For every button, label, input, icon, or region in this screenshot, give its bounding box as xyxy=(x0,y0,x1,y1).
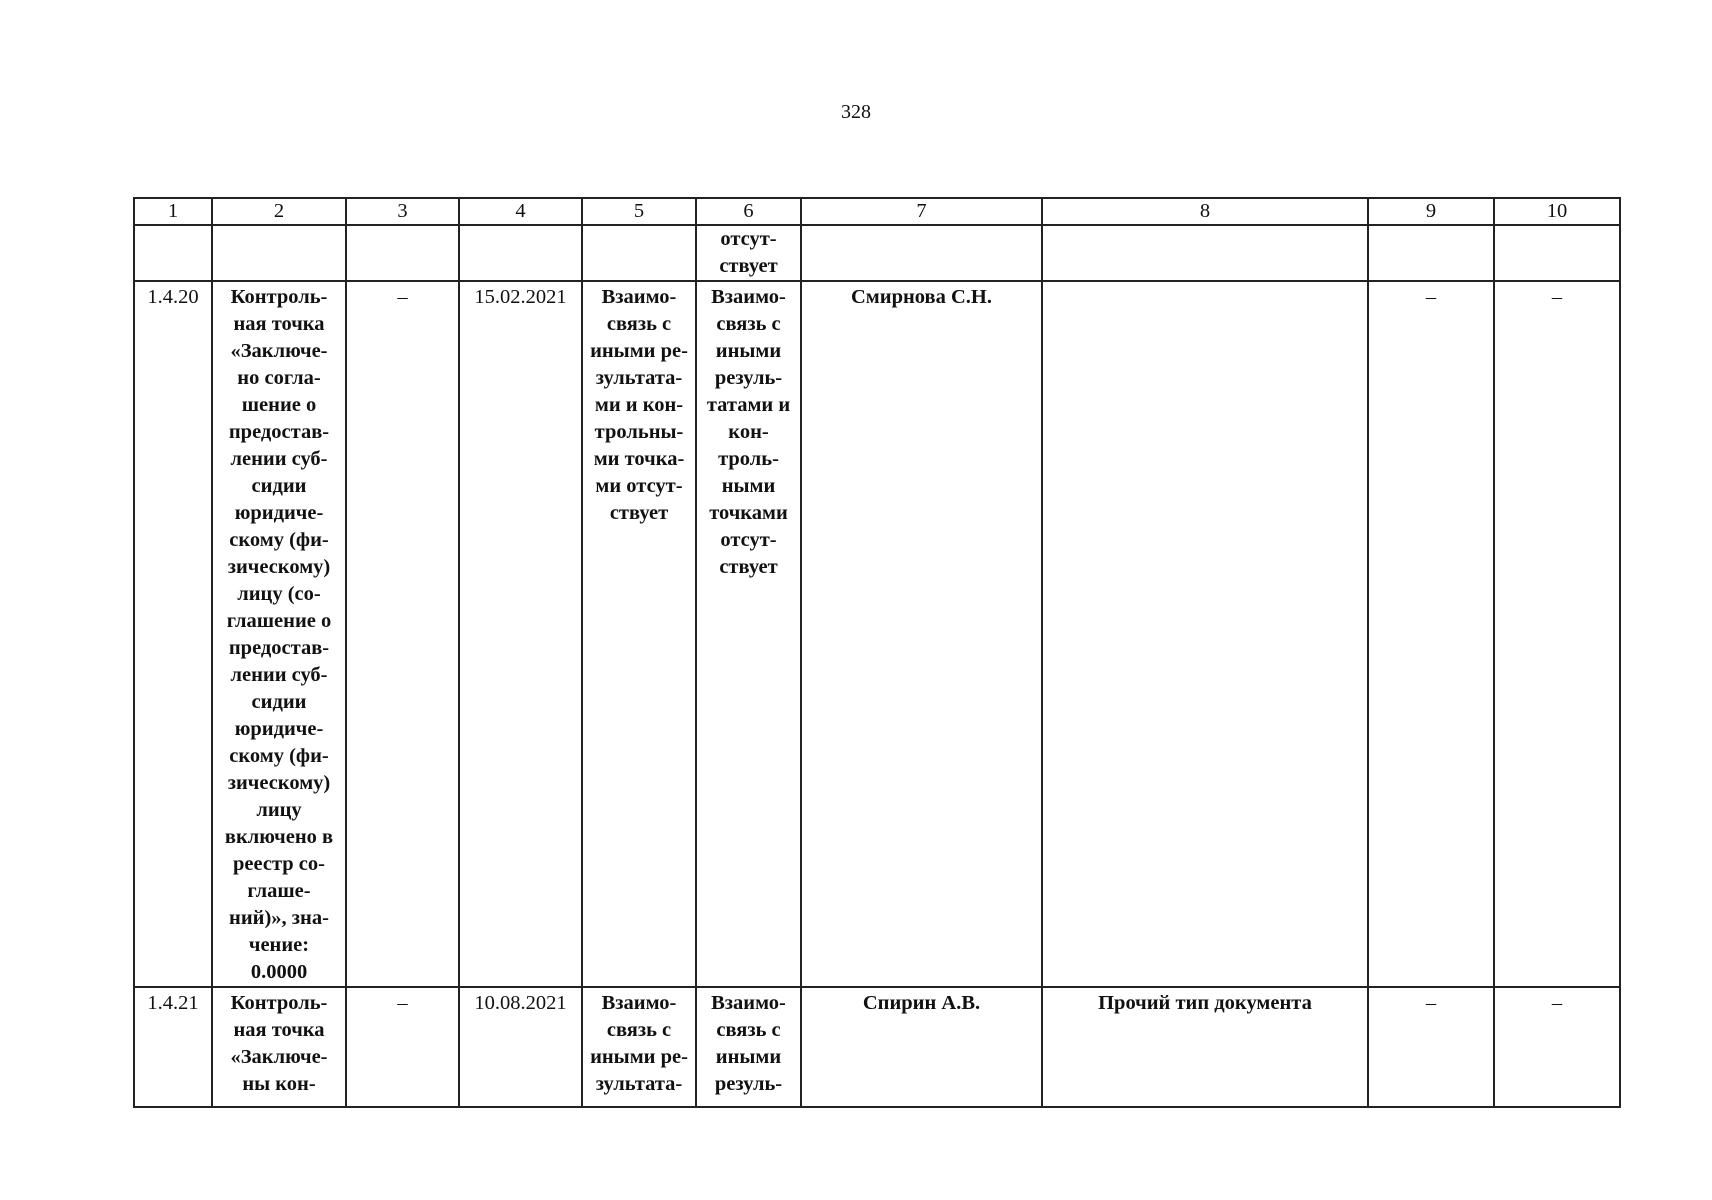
column-number: 8 xyxy=(1042,198,1368,225)
text-line: предостав- xyxy=(228,637,330,659)
column-number-row xyxy=(134,198,1620,225)
column-number: 3 xyxy=(346,198,459,225)
text-line: сидии xyxy=(251,691,307,713)
text-line: резуль- xyxy=(714,367,783,389)
date-cell: 10.08.2021 xyxy=(459,987,582,1107)
date-cell: 15.02.2021 xyxy=(459,281,582,987)
text-line: ми и кон- xyxy=(594,394,684,416)
text-line: ствует xyxy=(719,255,778,277)
column-number: 1 xyxy=(134,198,212,225)
text-line: 0.0000 xyxy=(250,961,308,983)
text-line: Взаимо- xyxy=(601,992,677,1014)
cell xyxy=(1042,225,1368,281)
table-row xyxy=(134,281,1620,987)
column-3-value: – xyxy=(346,987,459,1107)
text-line: ная точка xyxy=(233,1019,325,1041)
text-line: Контроль- xyxy=(230,286,328,308)
text-line: но согла- xyxy=(237,367,321,389)
text-line: точками xyxy=(709,502,788,524)
text-line: сидии xyxy=(251,475,307,497)
text-line: троль- xyxy=(718,448,779,470)
document-type: Прочий тип документа xyxy=(1042,987,1368,1107)
text-line: глашение о xyxy=(226,610,332,632)
page-number: 328 xyxy=(841,101,871,123)
column-number: 7 xyxy=(801,198,1042,225)
control-point-name xyxy=(212,281,346,987)
text-line: ны кон- xyxy=(242,1073,316,1095)
relationship-cell xyxy=(696,225,801,281)
column-10-value: – xyxy=(1494,281,1620,987)
text-line: ствует xyxy=(609,502,669,524)
text-line: трольны- xyxy=(594,421,684,443)
column-number: 6 xyxy=(696,198,801,225)
cell xyxy=(346,225,459,281)
control-point-name xyxy=(212,987,346,1107)
column-3-value: – xyxy=(346,281,459,987)
text-line: отсут- xyxy=(720,228,777,250)
text-line: предостав- xyxy=(228,421,330,443)
text-line: Контроль- xyxy=(230,992,328,1014)
text-line: ми точка- xyxy=(593,448,685,470)
column-10-value: – xyxy=(1494,987,1620,1107)
text-line: татами и xyxy=(706,394,791,416)
row-number: 1.4.20 xyxy=(134,281,212,987)
text-line: кон- xyxy=(728,421,769,443)
text-line: лицу xyxy=(256,799,302,821)
text-line: ми отсут- xyxy=(595,475,683,497)
text-line: шение о xyxy=(241,394,317,416)
cell xyxy=(1368,225,1494,281)
relationship-cell xyxy=(582,281,696,987)
text-line: ствует xyxy=(719,556,778,578)
responsible-person: Смирнова С.Н. xyxy=(801,281,1042,987)
column-9-value: – xyxy=(1368,281,1494,987)
text-line: глаше- xyxy=(247,880,311,902)
text-line: связь с xyxy=(606,313,672,335)
column-9-value: – xyxy=(1368,987,1494,1107)
column-number: 2 xyxy=(212,198,346,225)
column-number: 10 xyxy=(1494,198,1620,225)
text-line: лении суб- xyxy=(230,448,328,470)
text-line: ная точка xyxy=(233,313,325,335)
cell xyxy=(1494,225,1620,281)
column-number: 4 xyxy=(459,198,582,225)
text-line: связь с xyxy=(716,1019,781,1041)
cell xyxy=(801,225,1042,281)
cell xyxy=(582,225,696,281)
cell xyxy=(459,225,582,281)
text-line: «Заключе- xyxy=(230,340,328,362)
relationship-cell xyxy=(696,987,801,1107)
text-line: связь с xyxy=(716,313,781,335)
text-line: отсут- xyxy=(720,529,777,551)
text-line: Взаимо- xyxy=(711,992,786,1014)
text-line: ными xyxy=(721,475,776,497)
document-type xyxy=(1042,281,1368,987)
text-line: «Заключе- xyxy=(230,1046,328,1068)
relationship-cell xyxy=(582,987,696,1107)
cell xyxy=(134,225,212,281)
text-line: иными xyxy=(715,1046,782,1068)
text-line: резуль- xyxy=(714,1073,783,1095)
column-number: 9 xyxy=(1368,198,1494,225)
text-line: юридиче- xyxy=(234,718,324,740)
table-row xyxy=(134,987,1620,1107)
relationship-cell xyxy=(696,281,801,987)
text-line: зическому) xyxy=(227,556,331,578)
text-line: зультата- xyxy=(595,367,683,389)
text-line: зическому) xyxy=(227,772,331,794)
text-line: чение: xyxy=(248,934,310,956)
row-number: 1.4.21 xyxy=(134,987,212,1107)
text-line: лении суб- xyxy=(230,664,328,686)
text-line: реестр со- xyxy=(233,853,325,875)
continuation-row xyxy=(134,225,1620,281)
text-line: иными ре- xyxy=(590,340,688,362)
text-line: Взаимо- xyxy=(711,286,786,308)
responsible-person: Спирин А.В. xyxy=(801,987,1042,1107)
text-line: лицу (со- xyxy=(237,583,321,605)
text-line: скому (фи- xyxy=(229,529,329,551)
text-line: иными xyxy=(715,340,782,362)
text-line: включено в xyxy=(224,826,334,848)
cell xyxy=(212,225,346,281)
control-points-table xyxy=(133,197,1621,1108)
text-line: связь с xyxy=(606,1019,672,1041)
text-line: зультата- xyxy=(595,1073,683,1095)
text-line: скому (фи- xyxy=(229,745,329,767)
text-line: ний)», зна- xyxy=(229,907,329,929)
text-line: юридиче- xyxy=(234,502,324,524)
text-line: Взаимо- xyxy=(601,286,677,308)
text-line: иными ре- xyxy=(590,1046,688,1068)
column-number: 5 xyxy=(582,198,696,225)
